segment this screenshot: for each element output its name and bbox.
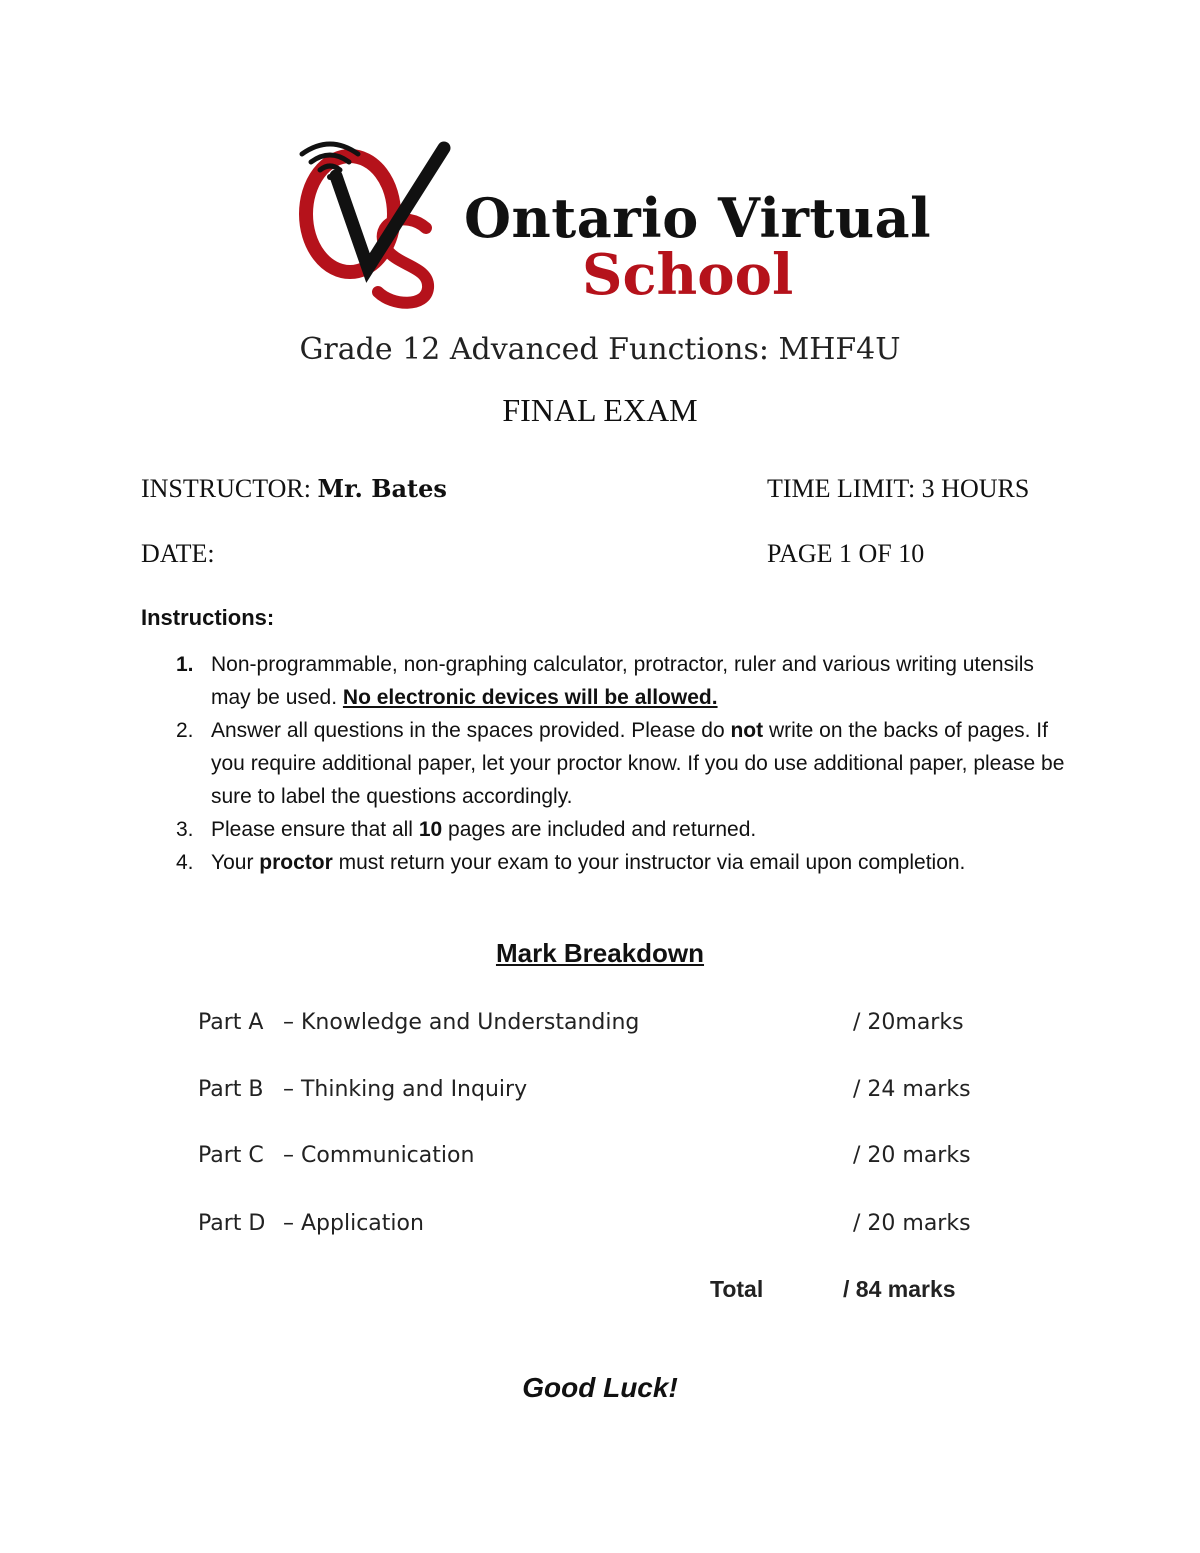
- part-description: – Thinking and Inquiry: [283, 1077, 528, 1102]
- part-marks: / 24 marks: [853, 1077, 971, 1102]
- mark-breakdown-heading: Mark Breakdown: [495, 938, 705, 968]
- part-label: Part A: [198, 1010, 264, 1035]
- ontario-virtual-school-logo: [298, 140, 932, 310]
- logo-text-school: School: [582, 242, 794, 308]
- instructor-line: [141, 474, 447, 504]
- exam-title: FINAL EXAM: [502, 392, 698, 428]
- good-luck-message: Good Luck!: [522, 1372, 678, 1403]
- part-marks: / 20marks: [853, 1010, 964, 1035]
- item-number: 2.: [176, 719, 194, 742]
- part-label: Part B: [198, 1077, 264, 1102]
- list-item: 4. Your proctor must return your exam to your instructor via email upon completion.: [141, 846, 1071, 879]
- instructor-label: INSTRUCTOR:: [141, 474, 311, 503]
- logo-text-ontario-virtual: Ontario Virtual: [464, 186, 932, 250]
- list-item: 3. Please ensure that all 10 pages are included and returned.: [141, 813, 1071, 846]
- date-label: DATE:: [141, 539, 215, 568]
- item-number: 1.: [176, 653, 194, 676]
- total-marks: / 84 marks: [843, 1276, 956, 1302]
- part-label: Part C: [198, 1143, 264, 1168]
- instructor-value: Mr. Bates: [317, 474, 447, 503]
- part-label: Part D: [198, 1211, 266, 1236]
- time-limit-label: TIME LIMIT:: [767, 474, 916, 503]
- wifi-icon: [298, 140, 362, 180]
- part-marks: / 20 marks: [853, 1143, 971, 1168]
- time-limit-line: [767, 474, 1029, 504]
- part-description: – Knowledge and Understanding: [283, 1010, 640, 1035]
- time-limit-value: 3 HOURS: [921, 474, 1030, 503]
- part-description: – Application: [283, 1211, 424, 1236]
- part-description: – Communication: [283, 1143, 475, 1168]
- item-number: 3.: [176, 818, 194, 841]
- course-title: Grade 12 Advanced Functions: MHF4U: [299, 332, 901, 367]
- item-number: 4.: [176, 851, 194, 874]
- instructions-heading: Instructions:: [141, 605, 275, 630]
- no-devices-warning: No electronic devices will be allowed.: [342, 686, 718, 709]
- total-label: Total: [710, 1276, 764, 1302]
- page-number: PAGE 1 OF 10: [767, 539, 925, 568]
- list-item: 2. Answer all questions in the spaces provided. Please do not write on the backs of pages. If you require additional paper, let your proctor know. If you do use additional paper, please be sure to label the questions accordingly.: [141, 714, 1071, 813]
- list-item: 1. Non-programmable, non-graphing calculator, protractor, ruler and various writing utensils may be used. No electronic devices will be allowed.: [141, 648, 1071, 714]
- part-marks: / 20 marks: [853, 1211, 971, 1236]
- instructions-list: [141, 648, 1071, 879]
